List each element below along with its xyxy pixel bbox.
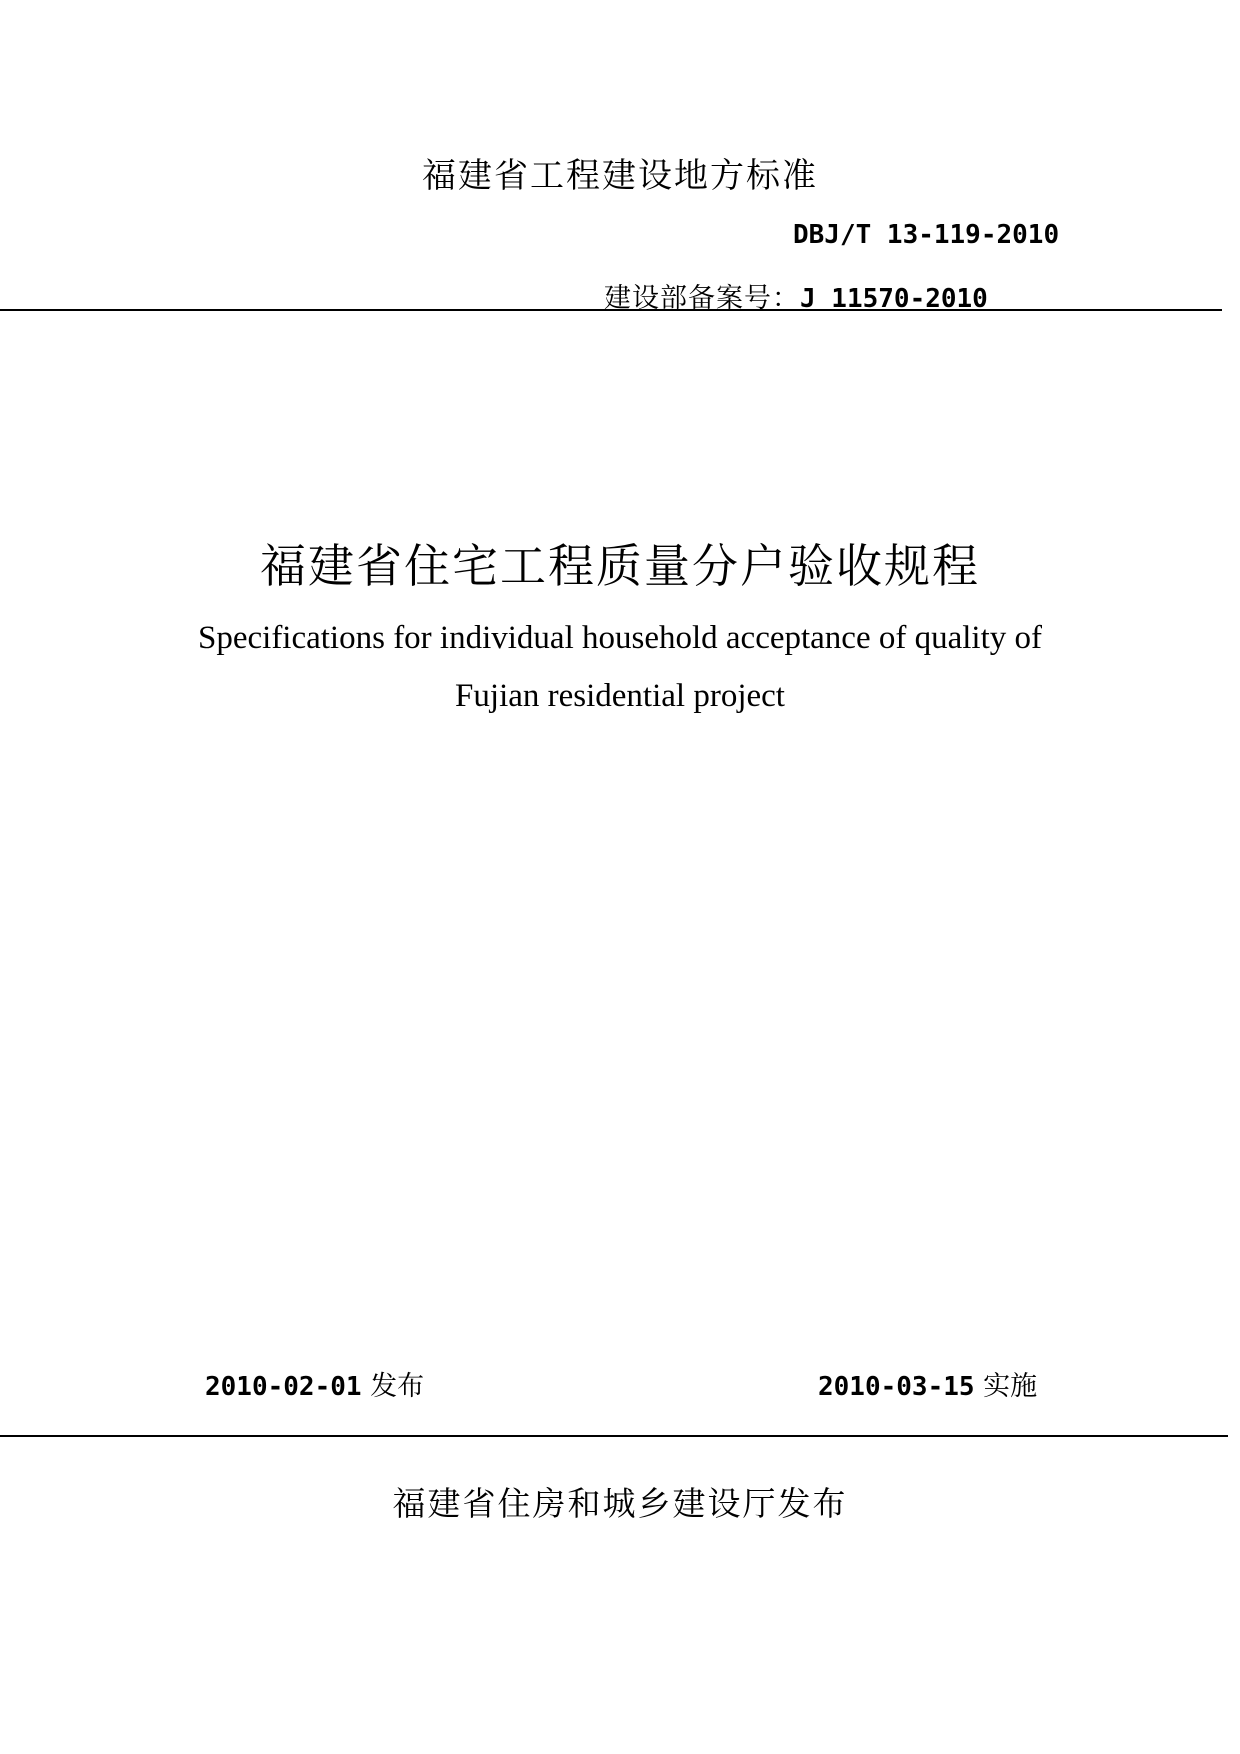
effective-date-line [818,1364,1037,1403]
effective-label: 实施 [983,1371,1038,1402]
effective-date: 2010-03-15 [818,1372,975,1402]
header-divider [0,309,1222,311]
english-title-line-2: Fujian residential project [455,678,785,714]
publisher: 福建省住房和城乡建设厅发布 [392,1484,848,1523]
record-number-value: J 11570-2010 [800,284,988,314]
english-title-line-1: Specifications for individual household acceptance of quality of [198,620,1042,656]
standard-code: DBJ/T 13-119-2010 [793,220,1060,250]
publish-label: 发布 [370,1371,425,1402]
footer-divider [0,1435,1228,1437]
standard-category: 福建省工程建设地方标准 [422,156,818,196]
document-title: 福建省住宅工程质量分户验收规程 [260,539,980,593]
record-number-label: 建设部备案号： [604,283,800,314]
publish-date: 2010-02-01 [205,1372,362,1402]
publish-date-line [205,1364,424,1403]
